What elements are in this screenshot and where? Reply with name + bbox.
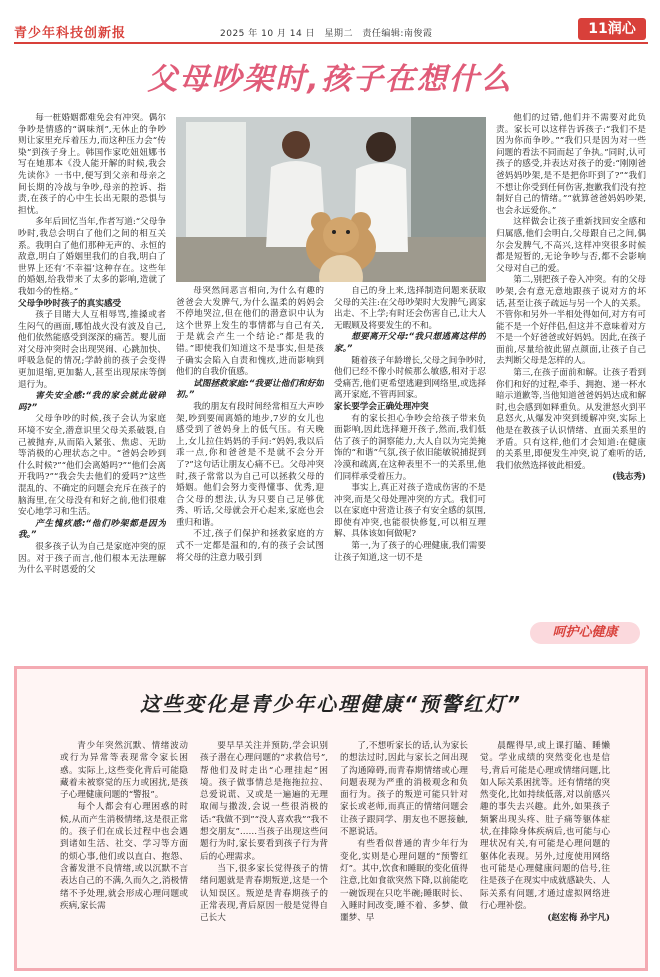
warning-column-1: 青少年突然沉默、情绪波动或行为异常等表现常令家长困惑。实际上,这些变化背后可能隐藏着未被察觉的压力或困扰,是孩子心理健康问题的“警报”。 每个人都会有心理困惑的时候,从而产生消极情绪,这是很正常的。孩子们在成长过程中也会遇到诸如生活、社交、学习等方面的烦心事,他们或以直白、抱怨、含蓄发泄不良情绪,或以沉默不言表达自己的不满,久而久之,消极情绪不予处理,就会形成心理问题或疾病,家长需 bbox=[60, 741, 188, 911]
promo-logo-area bbox=[500, 618, 650, 648]
author-byline: (赵宏梅 孙宇凡) bbox=[547, 913, 610, 924]
issue-date: 2025 年 10 月 14 日 bbox=[220, 29, 316, 39]
section-tab: 11润心 bbox=[578, 18, 646, 40]
article-headline: 父母吵架时,孩子在想什么 bbox=[147, 62, 513, 97]
issue-editor: 责任编辑:南俊霞 bbox=[362, 29, 433, 39]
heart-care-logo: 呵护心健康 bbox=[530, 622, 640, 644]
newspaper-name: 青少年科技创新报 bbox=[14, 26, 127, 41]
section-heading: 父母争吵时孩子的真实感受 bbox=[18, 298, 122, 309]
warning-column-2: 要早早关注并预防,学会识别孩子潜在心理问题的“求救信号”,帮他们及时走出“心理挂起”困境。孩子做事情总是拖拖拉拉、总爱说谎、又或是一遍遍的无理取闹与撒泼,会说一些很消极的话:“我做不到”“没人喜欢我”“我不想交朋友”……当孩子出现这些问题行为时,家长要看到孩子行为背后的心理需求。 当下,很多家长觉得孩子的情绪问题就是青春期叛逆,这是一个认知误区。叛逆是青春期孩子的正常表现,背后原因一般是觉得自己长大 bbox=[200, 741, 328, 924]
article-photo bbox=[176, 117, 486, 282]
issue-meta bbox=[220, 26, 438, 39]
author-byline: (钱志秀) bbox=[612, 472, 646, 483]
section-heading: 家长要学会正确处理冲突 bbox=[334, 401, 429, 412]
warning-column-4: 晨醒得早,或上课打瞌、睡懒觉。学业成绩的突然变化也是信号,背后可能是心理或情绪问题,比如人际关系困扰等。还有情绪的突然变化,比如持续低落,对以前感兴趣的事失去兴趣。此外,如果孩子频繁出现头疼、肚子痛等躯体症状,在排除身体疾病后,也可能与心理状况有关,有可能是心理问题的躯体化表现。另外,过度使用网络也可能是心理健康问题的信号,往往是孩子在现实中成就感缺失、人际关系有问题,才通过虚拟网络进行心理补偿。 (赵宏梅 孙宇凡) bbox=[480, 741, 610, 924]
warning-column-3: 了,不想听家长的话,认为家长的想法过时,因此与家长之间出现了沟通障碍,而青春期情绪或心理问题表现为严重的消极观念和负面行为。孩子的叛逆可能只针对家长或老师,而真正的情绪问题会让孩子跟同学、朋友也不愿接触,不愿说话。 有些看似普通的青少年行为变化,实则是心理问题的“预警红灯”。其中,饮食和睡眠的变化值得注意,比如食欲突然下降,以前能吃一碗饭现在只吃半碗;睡眠时长、入睡时间改变,睡不着、多梦、做噩梦、早 bbox=[340, 741, 468, 924]
subheading-quote: 想要离开父母:“我只想逃离这样的家。” bbox=[334, 332, 486, 354]
header-rule bbox=[14, 42, 648, 44]
subheading-quote: 产生愧疚感:“他们吵架都是因为我。” bbox=[18, 518, 166, 541]
article-column-2: 母突然间恶言相向,为什么有趣的爸爸会大发脾气,为什么温柔的妈妈会不停地哭泣,但在他们的潜意识中认为这个世界上发生的事情都与自己有关,于是就会产生一个结论:“都是我的错。”即使我们知道这不是事实,但是孩子确实会陷入自责和愧疚,进而影响到他们的自我价值感。 试图拯救家庭:“我要让他们和好如初。” 我的朋友有段时间经常相互大声吵架,吵到要闹离婚的地步,7岁的女儿也感受到了爸妈身上的低气压。有天晚上,女儿拉住妈妈的手问:“妈妈,我以后乖一点,你和爸爸是不是就不会分开了?”这句话让朋友心痛不已。父母冲突时,孩子常常以为自己可以拯救父母的婚姻。他们会努力变得懂事、优秀,迎合父母的想法,认为只要自己足够优秀、听话,父母就会开心起来,家庭也会重归和谐。 不过,孩子们保护和拯救家庭的方式不一定都是温和的,有的孩子会试图将父母的注意力吸引到 bbox=[176, 286, 324, 563]
page-header bbox=[0, 0, 660, 46]
subheading-quote: 试图拯救家庭:“我要让他们和好如初。” bbox=[176, 378, 324, 401]
issue-weekday: 星期二 bbox=[324, 29, 354, 39]
warning-article-headline: 这些变化是青少年心理健康“预警红灯” bbox=[140, 692, 522, 716]
subheading-quote: 害失安全感:“我的家会就此破碎吗?” bbox=[18, 391, 166, 413]
article-column-4: 他们的过错,他们并不需要对此负责。家长可以这样告诉孩子:“我们不是因为你而争吵。”“我们只是因为对一些问题的看法不同而起了争执。”同时,认可孩子的感受,并表达对孩子的爱:“刚刚爸爸妈妈吵架,是不是把你吓到了?”“我们不想让你受到任何伤害,抱歉我们没有控制好自己的情绪。”“就算爸爸妈妈吵架,也会永远爱你。” 这样做会让孩子重新找回安全感和归属感,他们会明白,父母跟自己之间,偶尔会发脾气,不高兴,这样冲突很多时候都是短暂的,无论争吵与否,都不会影响父母对自己的爱。 第二,别把孩子卷入冲突。有的父母吵架,会有意无意地跟孩子说对方的坏话,甚至让孩子疏远与另一个人的关系。不管你和另外一半相处得如何,对方有可能不是一个好伴侣,但这并不意味着对方不是一个好爸爸或好妈妈。因此,在孩子面前,尽量给彼此留点颜面,让孩子自己去判断父母是怎样的人。 第三,在孩子面前和解。让孩子看到你们和好的过程,牵手、拥抱、递一杯水暗示道歉等,当他知道爸爸妈妈达成和解时,也会感到如释重负。从发泄怒火到平息怒火,从爆发冲突到缓解冲突,实际上他是在教孩子认识情绪、直面关系里的矛盾。只有这样,他们才会知道:在健康的关系里,即便发生冲突,说了难听的话,我们依然选择彼此相爱。 (钱志秀) bbox=[496, 113, 646, 483]
article-column-3: 自己的身上来,选择制造问题来获取父母的关注:在父母吵架时大发脾气;离家出走、不上学;有时还会伤害自己,让大人无暇顾及将要发生的不和。 想要离开父母:“我只想逃离这样的家。” 随着孩子年龄增长,父母之间争吵时,他们已经不像小时候那么敏感,相对于忍受痛苦,他们更希望逃避到网络里,或选择离开家庭,不管再回家。 家长要学会正确处理冲突 有的家长担心争吵会给孩子带来负面影响,因此选择避开孩子,然而,我们低估了孩子的洞察能力,大人自以为完美掩饰的“和谐”气氛,孩子依旧能敏锐捕捉到冷漠和疏离,在这种表里不一的关系里,他们同样承受着压力。 事实上,真正对孩子造成伤害的不是冲突,而是父母处理冲突的方式。我们可以在家庭中营造让孩子有安全感的氛围,即使有冲突,也能很快修复,可以相互理解、具体该如何做呢? 第一,为了孩子的心理健康,我们需要让孩子知道,这一切不是 bbox=[334, 286, 486, 563]
article-column-1: 每一桩婚姻都难免会有冲突。偶尔争吵是情感的“调味剂”,无休止的争吵则让家里充斥着压力,而这种压力会“传染”到孩子身上。韩国作家吃妞妞娜书写在她那本《没人能开解的时候,我会先读你》一书中,便写到父亲和母亲之间长期的冷战与争吵,母亲的控诉、指责,在孩子的心中生长出无限的恐惧与担忧。 多年后回忆当年,作者写道:“父母争吵时,我总会明白了他们之间的相互关系。我明白了他们那种无声的、永恒的敌意,明白了婚姻里我们的自我,明白了世界上还有‘不幸福’这种存在。这些年的婚姻,给我带来了太多的影响,造就了我如今的性格。” 父母争吵时孩子的真实感受 孩子目睹大人互相辱骂,推搡或者生闷气的画面,哪怕战火没有波及自己,他们依然能感受到深深的痛苦。婴儿面对父母冲突时会出现哭闹、心跳加快、呼吸急促的情况;学龄前的孩子会变得更加退缩,更加黏人,甚至出现尿床等倒退行为。 害失安全感:“我的家会就此破碎吗?” 父母争吵的时候,孩子会认为家庭环境不安全,潜意识里父母关系破裂,自己被抛弃,从而陷入紧张、焦虑、无助等消极的心理状态之中。“爸妈会吵到什么时候?”“他们会离婚吗?”“他们会离开我吗?”“我会失去他们的爱吗?”这些混乱的、不确定的问题会充斥在孩子的脑海里,在父母没有和好之前,他们很难安心地学习和生活。 产生愧疚感:“他们吵架都是因为我。” 很多孩子认为自己是家庭冲突的原因。对于孩子而言,他们根本无法理解为什么平时恩爱的父 bbox=[18, 113, 166, 576]
parents-arguing-illustration bbox=[176, 117, 486, 282]
